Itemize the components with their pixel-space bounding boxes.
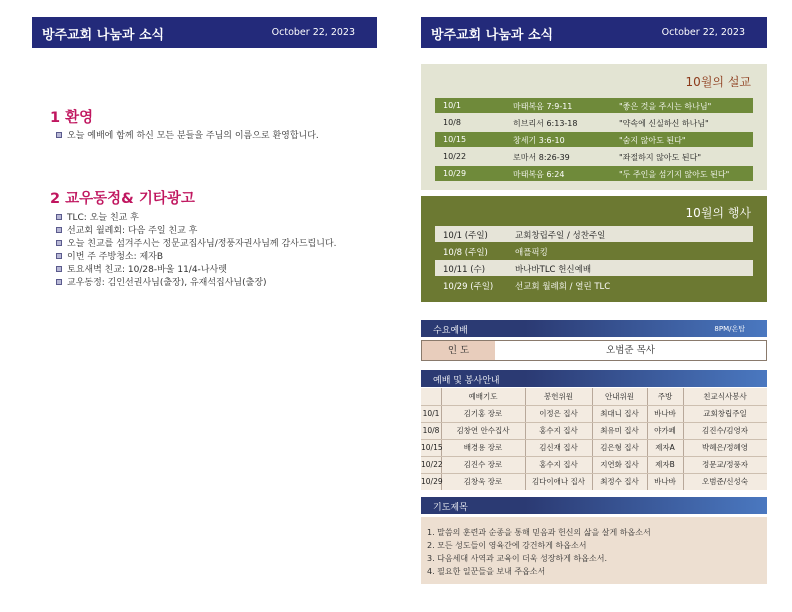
events-box (421, 196, 767, 302)
news-item-text: 교우동정: 김인선권사님(출장), 유재석집사님(출장) (67, 278, 267, 288)
table-cell: 김창욱 장로 (463, 477, 503, 486)
news-item (56, 262, 227, 275)
bullet-icon (56, 214, 62, 220)
prayer-item: 3. 다음세대 사역과 교육이 더욱 성장하게 하옵소서. (427, 554, 607, 563)
bullet-icon (56, 240, 62, 246)
prayer-bar (421, 497, 767, 514)
event-date: 10/8 (주일) (443, 248, 488, 258)
table-cell: 김은형 집사 (600, 443, 639, 452)
table-cell: 10/15 (421, 443, 443, 452)
sermon-title-cell: "두 주인을 섬기지 않아도 된다" (619, 170, 730, 179)
header-bar-right (421, 17, 767, 48)
prayer-item: 4. 필요한 일꾼들을 보내 주옵소서 (427, 567, 546, 576)
wednesday-bar (421, 320, 767, 337)
sermon-passage: 마태복음 7:9-11 (513, 102, 573, 111)
event-name: 애플픽킹 (515, 248, 548, 258)
bullet-icon (56, 227, 62, 233)
header-date: October 22, 2023 (661, 27, 745, 38)
table-header-cell: 안내위원 (605, 392, 634, 401)
table-header-cell: 예배기도 (468, 392, 498, 401)
table-header-cell: 주방 (657, 392, 673, 401)
bullet-icon (56, 132, 62, 138)
table-cell: 최대니 집사 (600, 409, 639, 418)
table-cell: 10/22 (421, 460, 443, 469)
news-item-text: TLC: 오늘 친교 후 (67, 213, 139, 223)
news-item-text: 이번 주 주방청소: 제자B (67, 252, 164, 262)
prayer-title: 기도제목 (433, 503, 468, 513)
wednesday-title: 수요예배 (433, 326, 468, 336)
table-cell: 김진수 장로 (463, 460, 503, 469)
sermon-date: 10/15 (443, 135, 467, 144)
sermon-date: 10/29 (443, 169, 467, 178)
header-title: 방주교회 나눔과 소식 (431, 28, 554, 43)
sermon-title-cell: "숨지 않아도 된다" (619, 136, 686, 145)
bullet-icon (56, 279, 62, 285)
table-cell: 지연화 집사 (600, 460, 639, 469)
table-cell: 오범준/신성숙 (702, 477, 748, 486)
table-cell: 김창연 안수집사 (456, 426, 510, 435)
bullet-icon (56, 266, 62, 272)
table-cell: 최정수 집사 (600, 477, 639, 486)
event-name: 교회창립주일 / 성찬주일 (515, 231, 606, 241)
service-bar (421, 370, 767, 387)
table-cell: 김신재 집사 (539, 443, 578, 452)
event-name: 선교회 월례회 / 열린 TLC (515, 282, 611, 292)
lead-value: 오범준 목사 (606, 345, 655, 356)
table-cell: 바나바 (654, 477, 676, 486)
news-item (56, 275, 267, 288)
sermon-row (435, 132, 753, 147)
sermon-row (435, 149, 753, 164)
sermon-date: 10/1 (443, 101, 461, 110)
table-header-cell: 봉헌위원 (544, 392, 573, 401)
welcome-title: 1 환영 (50, 110, 94, 126)
table-cell: 홍수지 집사 (539, 426, 578, 435)
sermon-title-cell: "좌절하지 않아도 된다" (619, 153, 701, 162)
event-date: 10/11 (수) (443, 265, 486, 275)
table-cell: 10/29 (421, 477, 443, 486)
wednesday-lead-row (421, 340, 767, 361)
sermon-box (421, 64, 767, 190)
table-cell: 박혜은/정혜영 (702, 443, 748, 452)
news-item (56, 236, 336, 249)
event-row (435, 243, 753, 259)
event-name: 바나바TLC 헌신예배 (515, 265, 592, 275)
table-cell: 김기홍 장로 (463, 409, 503, 418)
header-date: October 22, 2023 (271, 27, 355, 38)
sermon-title-cell: "약속에 신실하신 하나님" (619, 119, 709, 128)
sermon-row (435, 166, 753, 181)
news-item-text: 오늘 친교를 섬겨주시는 정문교집사님/정풍자권사님께 감사드립니다. (67, 239, 337, 249)
table-cell: 이정은 집사 (539, 409, 578, 418)
news-item (56, 210, 139, 223)
table-cell: 바나바 (654, 409, 676, 418)
sermon-passage: 창세기 3:6-10 (513, 136, 565, 145)
sermon-title: 10월의 설교 (685, 75, 751, 89)
wednesday-time: 8PM/온탑 (714, 325, 745, 333)
sermon-row (435, 98, 753, 113)
news-item-text: 선교회 월례회: 다음 주일 친교 후 (67, 226, 198, 236)
table-cell: 야가페 (654, 426, 676, 435)
service-table (421, 388, 767, 490)
news-item-text: 토요새벽 친교: 10/28-바울 11/4-나사렛 (67, 265, 227, 275)
news-title: 2 교우동정& 기타광고 (50, 191, 195, 207)
table-cell: 김다이애나 집사 (531, 477, 586, 486)
event-date: 10/1 (주일) (443, 231, 488, 241)
prayer-box (421, 517, 767, 584)
sermon-title-cell: "좋은 것을 주시는 하나님" (619, 102, 712, 111)
sermon-date: 10/8 (443, 118, 461, 127)
table-cell: 김진수/김영자 (702, 426, 748, 435)
table-cell: 배경용 장로 (463, 443, 503, 452)
table-cell: 최유미 집사 (600, 426, 639, 435)
table-cell: 제자B (655, 460, 675, 469)
table-cell: 10/1 (422, 409, 440, 418)
table-cell: 10/8 (422, 426, 440, 435)
sermon-date: 10/22 (443, 152, 467, 161)
lead-label: 인 도 (422, 341, 495, 360)
table-cell: 정문교/정풍자 (702, 460, 748, 469)
event-row (435, 260, 753, 276)
bullet-icon (56, 253, 62, 259)
sermon-passage: 히브리서 6:13-18 (513, 119, 578, 128)
header-bar-left (32, 17, 377, 48)
table-cell: 제자A (655, 443, 675, 452)
prayer-item: 1. 말씀의 훈련과 순종을 통해 믿음과 헌신의 삶을 살게 하옵소서 (427, 528, 651, 537)
table-header-cell (421, 388, 441, 405)
header-title: 방주교회 나눔과 소식 (42, 28, 165, 43)
event-row (435, 226, 753, 242)
service-title: 예배 및 봉사안내 (433, 376, 500, 386)
welcome-text: 오늘 예배에 함께 하신 모든 분들을 주님의 이름으로 환영합니다. (56, 128, 319, 141)
sermon-row (435, 115, 753, 130)
news-item (56, 223, 197, 236)
table-cell: 교회창립주일 (703, 409, 747, 418)
news-item (56, 249, 163, 262)
table-header-cell: 친교식사봉사 (703, 392, 747, 401)
event-row (435, 277, 753, 293)
event-date: 10/29 (주일) (443, 282, 494, 292)
sermon-passage: 마태복음 6:24 (513, 170, 565, 179)
events-title: 10월의 행사 (685, 206, 751, 220)
table-cell: 홍수지 집사 (539, 460, 578, 469)
prayer-item: 2. 모든 성도들이 영육간에 강건하게 하옵소서 (427, 541, 587, 550)
sermon-passage: 로마서 8:26-39 (513, 153, 570, 162)
